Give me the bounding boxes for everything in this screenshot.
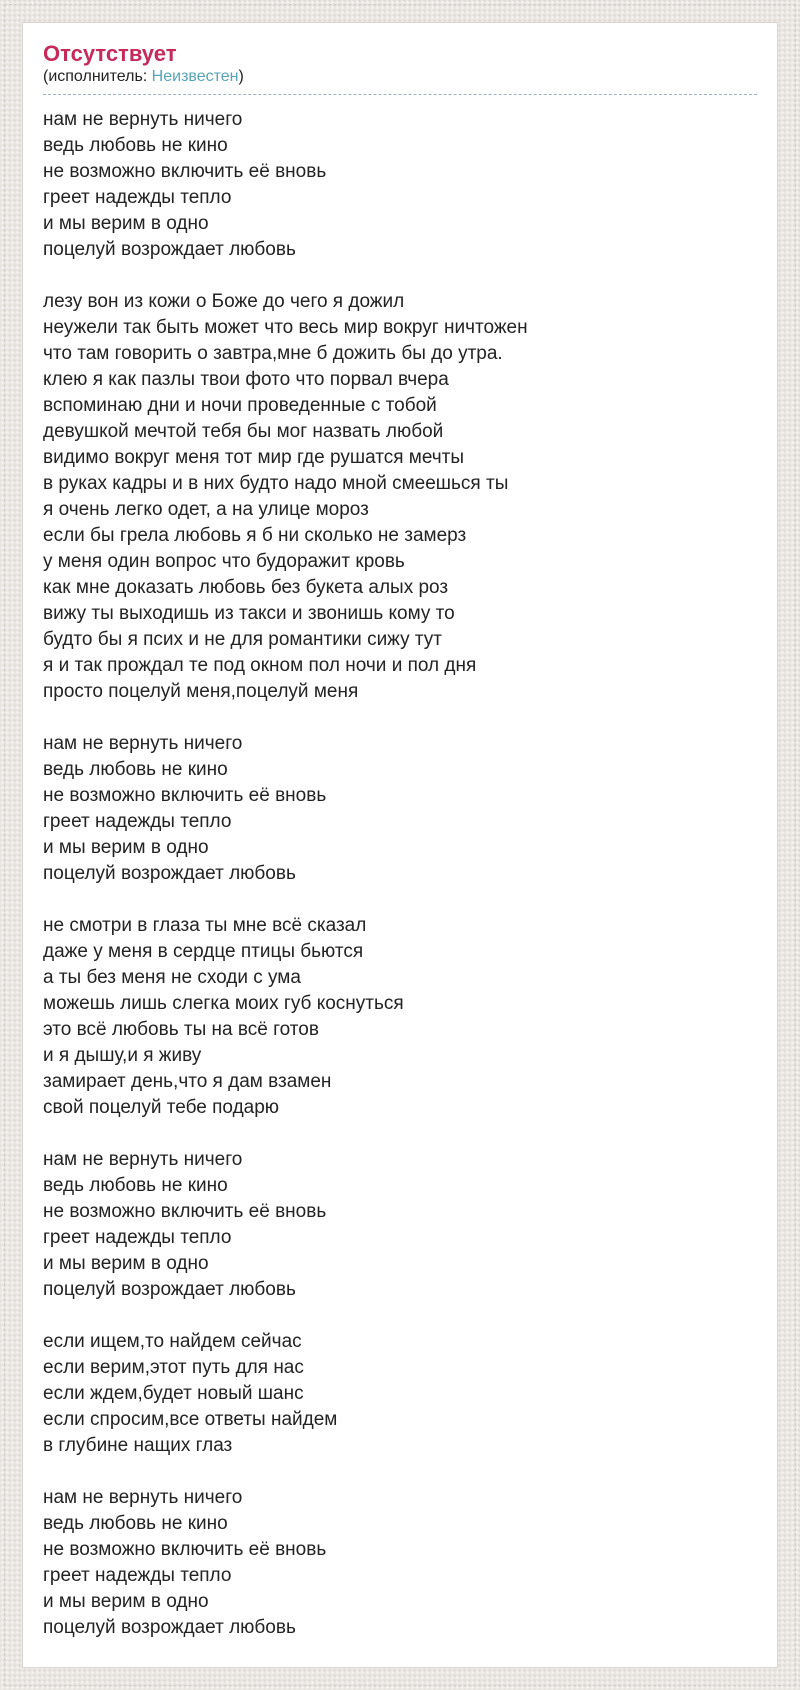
stanza [43, 1485, 757, 1641]
lyric-line: если спросим,все ответы найдем [43, 1409, 338, 1430]
lyric-line: и я дышу,и я живу [43, 1045, 202, 1066]
lyric-line: греет надежды тепло [43, 1565, 232, 1586]
lyric-line: и мы верим в одно [43, 1591, 209, 1612]
lyric-line: нам не вернуть ничего [43, 733, 243, 754]
lyric-line: поцелуй возрождает любовь [43, 863, 296, 884]
lyric-line: видимо вокруг меня тот мир где рушатся мечты [43, 447, 465, 468]
lyric-line: и мы верим в одно [43, 837, 209, 858]
lyrics-card [22, 22, 778, 1668]
stanza [43, 913, 757, 1121]
lyric-line: вижу ты выходишь из такси и звонишь кому то [43, 603, 455, 624]
lyric-line: поцелуй возрождает любовь [43, 1617, 296, 1638]
lyric-line: не смотри в глаза ты мне всё сказал [43, 915, 367, 936]
lyric-line: греет надежды тепло [43, 811, 232, 832]
lyric-line: если ищем,то найдем сейчас [43, 1331, 302, 1352]
lyric-line: ведь любовь не кино [43, 1175, 228, 1196]
lyric-line: это всё любовь ты на всё готов [43, 1019, 319, 1040]
lyric-line: не возможно включить её вновь [43, 1201, 327, 1222]
lyric-line: нам не вернуть ничего [43, 1149, 243, 1170]
lyric-line: будто бы я псих и не для романтики сижу тут [43, 629, 442, 650]
lyric-line: в руках кадры и в них будто надо мной смеешься ты [43, 473, 509, 494]
lyric-line: ведь любовь не кино [43, 759, 228, 780]
artist-suffix: ) [238, 68, 244, 85]
lyric-line: греет надежды тепло [43, 187, 232, 208]
lyric-line: нам не вернуть ничего [43, 109, 243, 130]
lyric-line: ведь любовь не кино [43, 1513, 228, 1534]
lyric-line: греет надежды тепло [43, 1227, 232, 1248]
lyric-line: если бы грела любовь я б ни сколько не замерз [43, 525, 467, 546]
lyric-line: поцелуй возрождает любовь [43, 239, 296, 260]
lyric-line: как мне доказать любовь без букета алых роз [43, 577, 449, 598]
lyric-line: поцелуй возрождает любовь [43, 1279, 296, 1300]
lyric-line: неужели так быть может что весь мир вокруг ничтожен [43, 317, 528, 338]
lyric-line: если верим,этот путь для нас [43, 1357, 304, 1378]
artist-prefix: (исполнитель: [43, 68, 152, 85]
lyric-line: даже у меня в сердце птицы бьются [43, 941, 364, 962]
artist-line [43, 67, 757, 95]
lyric-line: лезу вон из кожи о Боже до чего я дожил [43, 291, 405, 312]
lyric-line: замирает день,что я дам взамен [43, 1071, 332, 1092]
lyric-line: и мы верим в одно [43, 1253, 209, 1274]
artist-link[interactable]: Неизвестен [151, 68, 239, 85]
lyric-line: свой поцелуй тебе подарю [43, 1097, 280, 1118]
lyric-line: у меня один вопрос что будоражит кровь [43, 551, 405, 572]
stanza [43, 1147, 757, 1303]
lyric-line: не возможно включить её вновь [43, 161, 327, 182]
lyrics-text [43, 107, 757, 1641]
lyric-line: в глубине нащих глаз [43, 1435, 233, 1456]
lyric-line: что там говорить о завтра,мне б дожить бы до утра. [43, 343, 503, 364]
stanza [43, 1329, 757, 1459]
lyric-line: можешь лишь слегка моих губ коснуться [43, 993, 404, 1014]
lyric-line: я и так прождал те под окном пол ночи и пол дня [43, 655, 477, 676]
lyric-line: девушкой мечтой тебя бы мог назвать любой [43, 421, 444, 442]
lyric-line: вспоминаю дни и ночи проведенные с тобой [43, 395, 437, 416]
lyric-line: не возможно включить её вновь [43, 785, 327, 806]
lyric-line: я очень легко одет, а на улице мороз [43, 499, 369, 520]
lyric-line: и мы верим в одно [43, 213, 209, 234]
lyric-line: ведь любовь не кино [43, 135, 228, 156]
stanza [43, 731, 757, 887]
lyric-line: не возможно включить её вновь [43, 1539, 327, 1560]
stanza [43, 107, 757, 263]
lyric-line: клею я как пазлы твои фото что порвал вчера [43, 369, 449, 390]
lyric-line: а ты без меня не сходи с ума [43, 967, 301, 988]
lyric-line: если ждем,будет новый шанс [43, 1383, 304, 1404]
lyric-line: просто поцелуй меня,поцелуй меня [43, 681, 359, 702]
lyric-line: нам не вернуть ничего [43, 1487, 243, 1508]
song-title: Отсутствует [43, 41, 177, 66]
stanza [43, 289, 757, 705]
